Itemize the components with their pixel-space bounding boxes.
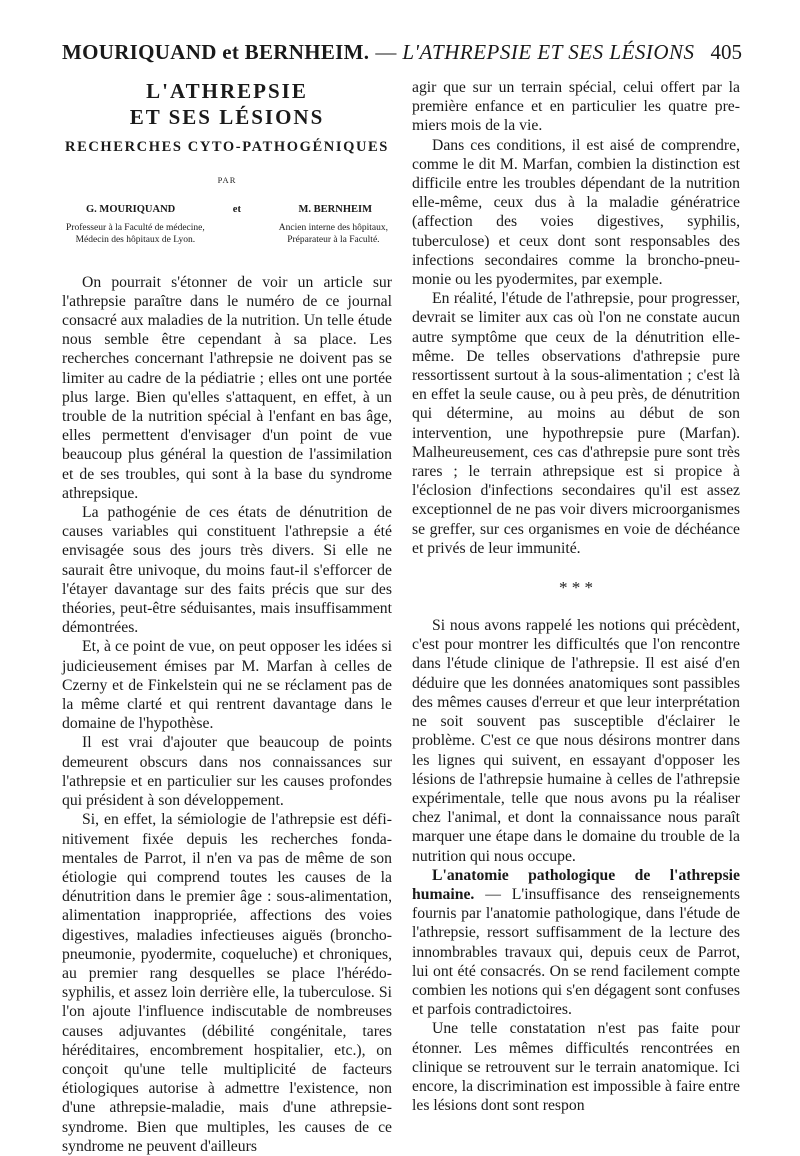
- author-conjunction: et: [232, 204, 241, 216]
- right-column: [412, 78, 740, 1115]
- section-heading: L'anatomie pathologique de l'athrepsie humaine.: [412, 866, 740, 903]
- article-title-block: [62, 78, 392, 247]
- author-bernheim: M. BERNHEIM: [298, 204, 372, 216]
- article-title-line1: L'ATHREPSIE: [146, 79, 308, 103]
- paragraph-9: [412, 866, 740, 1020]
- article-title-line2: ET SES LÉSIONS: [129, 105, 325, 129]
- author-mouriquand: G. MOURIQUAND: [86, 204, 176, 216]
- paragraph-5-continued: agir que sur un terrain spécial, celui offert par la première enfance et en particulier les quatre premiers mois de la vie.: [412, 79, 740, 135]
- header-authors: MOURIQUAND et BERNHEIM.: [62, 40, 370, 64]
- left-column: [62, 78, 392, 1156]
- authors-row: [62, 200, 392, 219]
- paragraph-2: La pathogénie de ces états de dénutrition de causes variables qui constituent l'athrepsie a été envisagée sous des jours très divers. Si elle ne saurait être univoque, du moins faut-il s'efforcer de l'étayer davantage sur des faits précis que sur des théories, peut-être séduisantes, mais insuffisamment démontrées.: [62, 504, 392, 637]
- affiliation-mouriquand: [66, 222, 205, 247]
- affiliation-line: Professeur à la Faculté de médecine,: [66, 222, 205, 233]
- section-separator-asterism: * * *: [559, 578, 593, 598]
- paragraph-8: Si nous avons rappelé les notions qui précèdent, c'est pour montrer les difficultés que l'on rencontre dans l'étude clinique de l'athrepsie. Il est aisé d'en déduire que les données anatomiques sont passibles des mêmes causes d'erreur et que leur interprétation ne soit souvent pas susceptible d'éclairer le problème. C'est ce que nous désirons montrer dans les lignes qui suivent, en essayant d'opposer les lésions de l'athrepsie humaine à celles de l'athrepsie expérimentale, telle que nous avons pu la réaliser chez l'animal, et dont la connaissance nous paraît marquer une étape dans le domaine du trouble de la nutrition qui nous occupe.: [412, 617, 740, 865]
- running-header: [62, 40, 742, 70]
- affiliation-bernheim: [279, 222, 388, 247]
- article-subtitle: RECHERCHES CYTO-PATHOGÉNIQUES: [65, 139, 389, 155]
- page-number: 405: [710, 40, 742, 64]
- paragraph-9-text: — L'insuffisance des renseignements fournis par l'anatomie pathologique, dans l'étude de l'athrepsie, ressort suffisamment de la lecture des innombrables travaux qui, depuis ceux de Parrot, lui ont été consacrés. On se rend facilement compte combien les notions qui s'en dégagent sont confuses et parfois contradictoires.: [412, 885, 740, 1019]
- byline-par: PAR: [217, 175, 237, 186]
- paragraph-4: Il est vrai d'ajouter que beaucoup de points demeurent obscurs dans nos connaissances sur l'athrepsie et en particulier sur les causes profondes qui président à son développement.: [62, 734, 392, 810]
- paragraph-1: On pourrait s'étonner de voir un article sur l'athrepsie paraître dans le numéro de ce journal consacré aux maladies de la nutrition. Un telle étude nous semble être cependant à sa place. Les recherches concernant l'athrepsie ne doivent pas se limiter au cadre de la pédiatrie ; elles ont une portée plus large. Bien qu'elles s'attaquent, en effet, à un trouble de la nutrition spécial à l'enfant en bas âge, elles permettent d'envisager d'un point de vue beaucoup plus général la question de l'assimilation et de ses troubles, qui sont à la base du syndrome athrepsique.: [62, 273, 392, 502]
- paragraph-6: Dans ces conditions, il est aisé de comprendre, comme le dit M. Marfan, combien la distinction est difficile entre les troubles dépendant de la nutrition elle-même, ceux dus à la maladie génératrice (affection des voies digestives, syphilis, tuberculose) et ceux dont sont responsables des infections secondaires comme la broncho-pneumonie ou les pyodermites, par exemple.: [412, 136, 740, 289]
- affiliations-row: [62, 222, 392, 247]
- header-running-title: L'ATHREPSIE ET SES LÉSIONS: [402, 40, 695, 64]
- paragraph-3: Et, à ce point de vue, on peut opposer les idées si judicieusement émises par M. Marfan à celles de Czerny et de Finkelstein qui ne se réclament pas de la même clarté et qui rentrent davantage dans le domaine de l'hypothèse.: [62, 638, 392, 733]
- affiliation-line: Ancien interne des hôpitaux,: [278, 222, 388, 233]
- affiliation-line: Médecin des hôpitaux de Lyon.: [75, 235, 196, 246]
- paragraph-5: Si, en effet, la sémiologie de l'athrepsie est définitivement fixée depuis les recherches fondamentales de Parrot, il n'en va pas de même de son étiologie qui comprend toutes les causes de la dénutrition dans le premier âge : sous-alimentation, alimentation inappropriée, affections des voies digestives, maladies infectieuses aiguës (broncho-pneumonie, pyodermite, coqueluche) et chroniques, au premier rang desquelles se place l'hérédo-syphilis, et assez loin derrière elle, la tuberculose. Si l'on ajoute l'influence indiscutable de nombreuses causes adjuvantes (débilité congénitale, tares héréditaires, encombrement hospitalier, etc.), on conçoit qu'une telle multiplicité de facteurs étiologiques autorise à admettre l'existence, non d'une athrepsie-maladie, mais d'une athrepsie-syndrome. Bien que multiples, les causes de ce syndrome ne peuvent d'ailleurs: [62, 811, 392, 1155]
- paragraph-7: En réalité, l'étude de l'athrepsie, pour progresser, devrait se limiter aux cas où l'on ne constate aucun autre symptôme que ceux de la dénutrition elle-même. De telles observations d'athrepsie pure ressortissent surtout à la sous-alimentation ; c'est là en effet la seule cause, ou à peu près, de dénutrition qui détermine, au moins au début de son intervention, une hypothrepsie pure (Marfan). Malheureusement, ces cas d'athrepsie pure sont très rares ; le terrain athrepsique est si propice à l'éclosion d'infections secondaires qu'il est assez exceptionnel de ne pas voir divers microorganismes se greffer, sur ces organismes en voie de déchéance et privés de leur immunité.: [412, 290, 740, 557]
- header-separator: —: [375, 40, 397, 64]
- affiliation-line: Préparateur à la Faculté.: [287, 235, 380, 246]
- paragraph-10: Une telle constatation n'est pas faite pour étonner. Les mêmes difficultés rencontrées en clinique se retrouvent sur le terrain anatomique. Ici encore, la discrimination est impossible à faire entre les lésions dont sont respon: [412, 1020, 740, 1115]
